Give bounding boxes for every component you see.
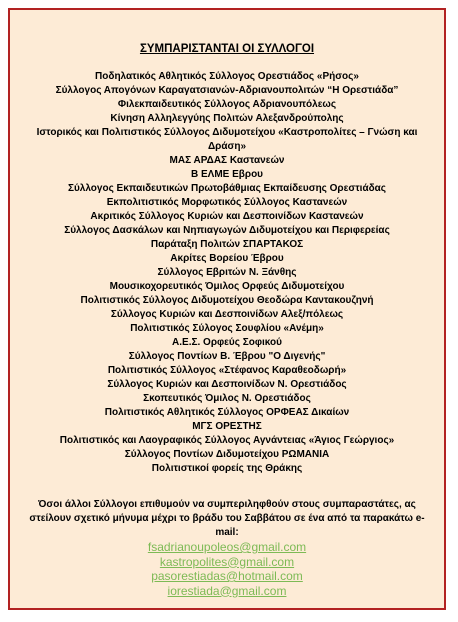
list-item: Σκοπευτικός Όμιλος Ν. Ορεστιάδος — [143, 393, 311, 404]
list-item: Σύλλογος Απογόνων Καραγατσιανών-Αδριανουπολιτών “Η Ορεστιάδα” — [55, 85, 399, 96]
email-link-iorestiada[interactable]: iorestiada@gmail.com — [167, 583, 287, 598]
list-item: Πολιτιστικός Σύλογος Σουφλίου «Ανέμη» — [130, 323, 324, 334]
email-link-fsadrianoupoleos[interactable]: fsadrianoupoleos@gmail.com — [147, 540, 307, 554]
list-item: Πολιτιστικός Σύλλογος Διδυμοτείχου Θεοδώρα Καντακουζηνή — [80, 295, 374, 306]
list-item: Α.Ε.Σ. Ορφεύς Σοφικού — [172, 337, 282, 348]
list-item: Ιστορικός και Πολιτιστικός Σύλλογος Διδυμοτείχου «Καστροπολίτες – Γνώση και Δράση» — [36, 127, 418, 152]
list-item: Φιλεκπαιδευτικός Σύλλογος Αδριανουπόλεως — [117, 99, 337, 110]
list-item: Παράταξη Πολιτών ΣΠΑΡΤΑΚΟΣ — [150, 239, 304, 250]
list-item: Σύλλογος Κυριών και Δεσποινίδων Αλεξ/πόλεως — [110, 309, 344, 320]
list-item: Ακριτικός Σύλλογος Κυριών και Δεσποινίδων Καστανεών — [90, 211, 364, 222]
list-item: Πολιτιστικός Σύλλογος «Στέφανος Καραθεοδωρή» — [107, 365, 347, 376]
list-item: Β ΕΛΜΕ Εβρου — [190, 169, 263, 180]
associations-list — [20, 70, 434, 476]
list-item: Πολιτιστικός Αθλητικός Σύλλογος ΟΡΦΕΑΣ Δικαίων — [104, 407, 350, 418]
list-item: Σύλλογος Εκπαιδευτικών Πρωτοβάθμιας Εκπαίδευσης Ορεστιάδας — [67, 183, 387, 194]
list-item: Σύλλογος Δασκάλων και Νηπιαγωγών Διδυμοτείχου και Περιφερείας — [64, 225, 390, 236]
list-item: Ποδηλατικός Αθλητικός Σύλλογος Ορεστιάδος «Ρήσος» — [95, 71, 359, 82]
list-item: Κίνηση Αλληλεγγύης Πολιτών Αλεξανδρούπολης — [110, 113, 344, 124]
list-item: Εκπολιτιστικός Μορφωτικός Σύλλογος Καστανεών — [106, 197, 348, 208]
document-frame — [8, 8, 446, 610]
list-item: Σύλλογος Εβριτών Ν. Ξάνθης — [157, 267, 297, 278]
document-heading: ΣΥΜΠΑΡΙΣΤΑΝΤΑΙ ΟΙ ΣΥΛΛΟΓΟΙ — [139, 43, 315, 55]
list-item: ΜΑΣ ΑΡΔΑΣ Καστανεών — [169, 155, 285, 166]
list-item: Σύλλογος Κυριών και Δεσποινίδων Ν. Ορεστιάδος — [107, 379, 347, 390]
list-item: Σύλλογος Ποντίων Β. Έβρου "Ο Διγενής" — [128, 351, 326, 362]
email-link-pasorestiadas[interactable]: pasorestiadas@hotmail.com — [151, 569, 303, 583]
email-link-kastropolites[interactable]: kastropolites@gmail.com — [159, 554, 295, 569]
contact-note: Όσοι άλλοι Σύλλογοι επιθυμούν να συμπεριληφθούν στους συμπαραστάτες, ας στείλουν σχετικό μήνυμα μέχρι το βράδυ του Σαββάτου σε ένα από τα παρακάτω e-mail: — [29, 499, 425, 538]
list-item: ΜΓΣ ΟΡΕΣΤΗΣ — [192, 421, 262, 432]
email-list — [10, 540, 444, 598]
list-item: Μουσικοχορευτικός Όμιλος Ορφεύς Διδυμοτείχου — [109, 281, 345, 292]
list-item: Πολιτιστικός και Λαογραφικός Σύλλογος Αγνάντειας «Άγιος Γεώργιος» — [59, 435, 395, 446]
list-item: Ακρίτες Βορείου Έβρου — [170, 253, 284, 264]
list-item: Πολιτιστικοί φορείς της Θράκης — [151, 463, 303, 474]
list-item: Σύλλογος Ποντίων Διδυμοτείχου ΡΩΜΑΝΙΑ — [124, 449, 330, 460]
